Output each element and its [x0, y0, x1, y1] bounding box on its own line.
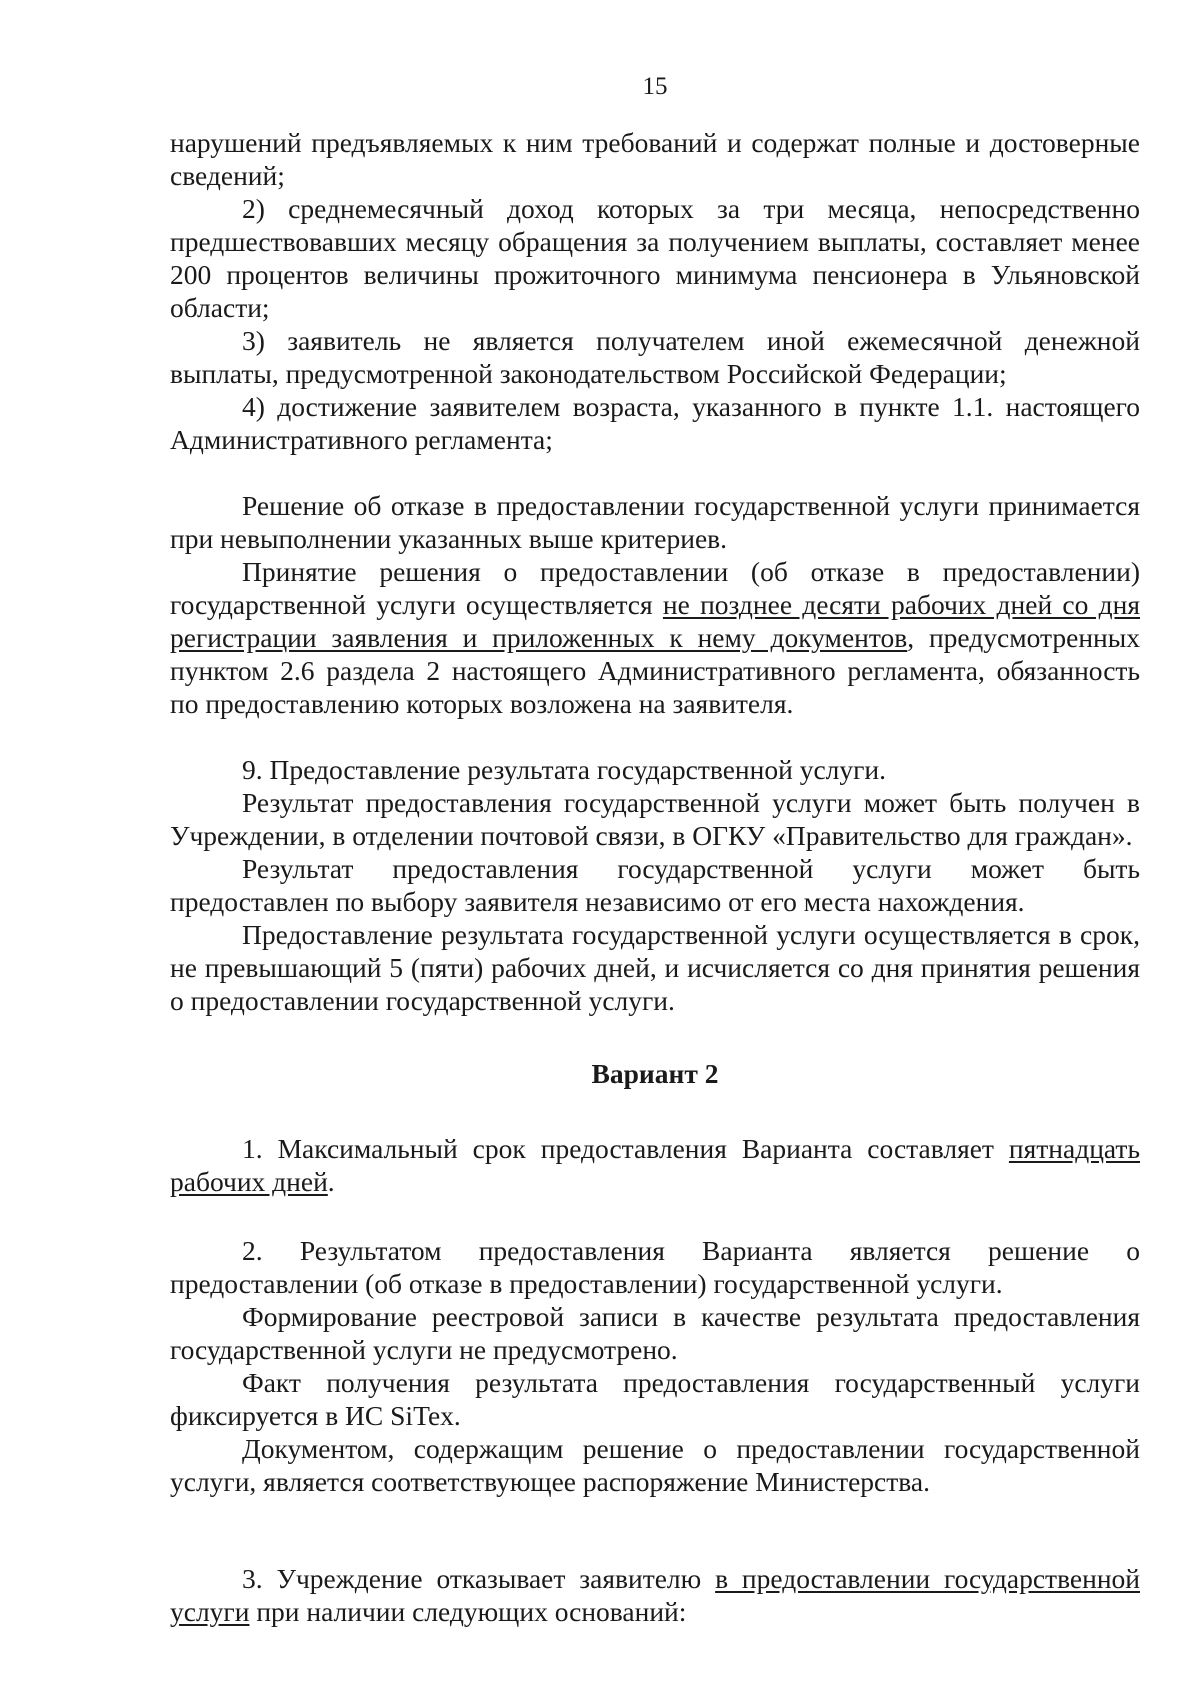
text-run: Предоставление результата государственной услуги осуществляется в срок, не превышающий 5 (пяти) рабочих дней, и исчисляется со дня принятия решения о предоставлении государственной услуги. [170, 919, 1140, 1016]
text-run: нарушений предъявляемых к ним требований и содержат полные и достоверные сведений; [170, 127, 1140, 191]
text-run: Принятие решения о предоставлении (об отказе в предоставлении) государственной услуги осуществляется [170, 556, 1140, 620]
underlined-text: не позднее десяти рабочих дней со дня регистрации заявления и приложенных к нему документов [170, 589, 1140, 653]
page-number: 15 [642, 73, 668, 100]
paragraph [170, 753, 1140, 786]
paragraph [170, 1300, 1140, 1366]
text-run: 4) достижение заявителем возраста, указанного в пункте 1.1. настоящего Административного регламента; [170, 391, 1140, 455]
text-run: Результат предоставления государственной услуги может быть получен в Учреждении, в отделении почтовой связи, в ОГКУ «Правительство для граждан». [170, 787, 1140, 851]
paragraph [170, 126, 1140, 192]
text-run: Формирование реестровой записи в качестве результата предоставления государственной услуги не предусмотрено. [170, 1301, 1140, 1365]
document-page [170, 60, 1140, 1628]
paragraph [170, 1234, 1140, 1300]
text-run: Вариант 2 [591, 1058, 719, 1089]
text-run: Решение об отказе в предоставлении государственной услуги принимается при невыполнении указанных выше критериев. [170, 490, 1140, 554]
text-run: 3) заявитель не является получателем иной ежемесячной денежной выплаты, предусмотренной законодательством Российской Федерации; [170, 325, 1140, 389]
paragraph [170, 1132, 1140, 1198]
paragraph [170, 489, 1140, 555]
underlined-text: в предоставлении государственной услуги [170, 1563, 1141, 1627]
paragraph [170, 918, 1140, 1017]
paragraph [170, 852, 1140, 918]
text-run: 1. Максимальный срок предоставления Варианта составляет [242, 1133, 1009, 1164]
paragraph [170, 1432, 1140, 1498]
paragraph [170, 555, 1140, 720]
text-run: Документом, содержащим решение о предоставлении государственной услуги, является соответствующее распоряжение Министерства. [170, 1433, 1140, 1497]
paragraph [170, 390, 1140, 456]
paragraph [170, 192, 1140, 324]
text-run: . [327, 1166, 335, 1197]
text-run: 2) среднемесячный доход которых за три месяца, непосредственно предшествовавших месяцу обращения за получением выплаты, составляет менее 200 процентов величины прожиточного минимума пенсионера в Ульяновской области; [170, 193, 1140, 323]
section-heading [170, 1057, 1140, 1090]
text-run: 9. Предоставление результата государственной услуги. [242, 754, 886, 785]
paragraph [170, 324, 1140, 390]
document-body [170, 126, 1140, 1628]
paragraph [170, 1562, 1140, 1628]
text-run: 3. Учреждение отказывает заявителю [242, 1563, 716, 1594]
underlined-text: пятнадцать рабочих дней [170, 1133, 1140, 1197]
text-run: , предусмотренных пунктом 2.6 раздела 2 настоящего Административного регламента, обязанность по предоставлению которых возложена на заявителя. [170, 622, 1140, 719]
text-run: 2. Результатом предоставления Варианта является решение о предоставлении (об отказе в предоставлении) государственной услуги. [170, 1235, 1140, 1299]
paragraph [170, 786, 1140, 852]
text-run: Факт получения результата предоставления государственный услуги фиксируется в ИС SiTex. [170, 1367, 1140, 1431]
text-run: при наличии следующих оснований: [249, 1596, 687, 1627]
text-run: Результат предоставления государственной услуги может быть предоставлен по выбору заявителя независимо от его места нахождения. [170, 853, 1140, 917]
paragraph [170, 1366, 1140, 1432]
